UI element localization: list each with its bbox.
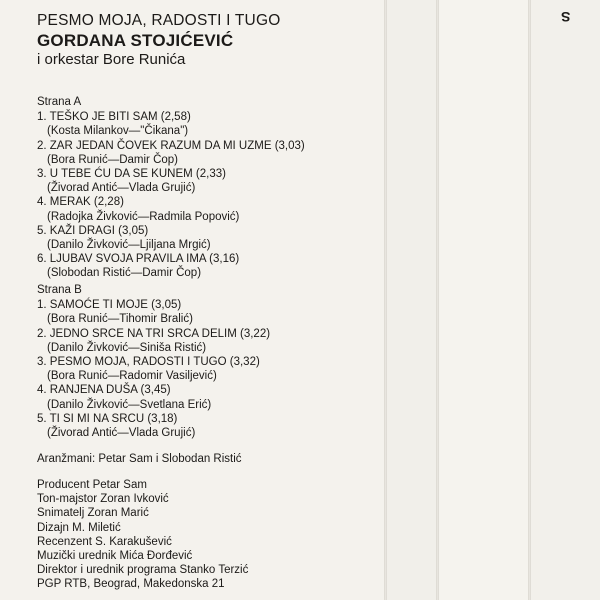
track-credit: (Danilo Živković—Siniša Ristić) bbox=[47, 341, 207, 354]
credit-line: Direktor i urednik programa Stanko Terzić bbox=[37, 564, 249, 577]
track-title: 2. JEDNO SRCE NA TRI SRCA DELIM (3,22) bbox=[37, 327, 271, 340]
side-a-tracklist bbox=[37, 95, 305, 281]
track-credit: (Danilo Živković—Svetlana Erić) bbox=[47, 398, 212, 411]
track-item bbox=[37, 355, 270, 383]
side-b-label: Strana B bbox=[37, 284, 82, 296]
track-item bbox=[37, 110, 305, 138]
track-credit: (Radojka Živković—Radmila Popović) bbox=[47, 210, 240, 223]
track-item bbox=[37, 252, 305, 280]
arrangements-credit: Aranžmani: Petar Sam i Slobodan Ristić bbox=[37, 453, 242, 465]
header bbox=[37, 11, 280, 69]
track-title: 3. U TEBE ĆU DA SE KUNEM (2,33) bbox=[37, 168, 226, 181]
side-b-tracklist bbox=[37, 283, 270, 440]
fold-line-2 bbox=[436, 0, 439, 600]
track-item bbox=[37, 327, 270, 355]
track-title: 4. RANJENA DUŠA (3,45) bbox=[37, 384, 171, 397]
track-title: 6. LJUBAV SVOJA PRAVILA IMA (3,16) bbox=[37, 253, 240, 266]
track-title: 1. SAMOĆE TI MOJE (3,05) bbox=[37, 299, 182, 312]
track-item bbox=[37, 412, 270, 440]
credit-line: Snimatelj Zoran Marić bbox=[37, 507, 149, 520]
artist-name: GORDANA STOJIĆEVIĆ bbox=[37, 31, 234, 50]
track-credit: (Slobodan Ristić—Damir Čop) bbox=[47, 267, 202, 280]
track-title: 2. ZAR JEDAN ČOVEK RAZUM DA MI UZME (3,03) bbox=[37, 139, 305, 152]
credit-line: Dizajn M. Miletić bbox=[37, 521, 121, 534]
track-credit: (Bora Runić—Damir Čop) bbox=[47, 153, 179, 166]
track-credit: (Kosta Milankov—"Čikana") bbox=[47, 125, 189, 138]
track-title: 5. TI SI MI NA SRCU (3,18) bbox=[37, 412, 178, 425]
side-a-label: Strana A bbox=[37, 96, 82, 108]
track-title: 5. KAŽI DRAGI (3,05) bbox=[37, 224, 149, 237]
track-credit: (Bora Runić—Radomir Vasiljević) bbox=[47, 370, 217, 383]
credit-line: PGP RTB, Beograd, Makedonska 21 bbox=[37, 578, 225, 591]
track-credit: (Bora Runić—Tihomir Bralić) bbox=[47, 313, 193, 326]
credit-line: Recenzent S. Karakušević bbox=[37, 535, 172, 548]
credit-line: Ton-majstor Zoran Ivković bbox=[37, 493, 169, 506]
album-title: PESMO MOJA, RADOSTI I TUGO bbox=[37, 12, 281, 29]
fold-line-3 bbox=[528, 0, 531, 600]
fold-line-1 bbox=[384, 0, 387, 600]
track-item bbox=[37, 195, 305, 223]
track-title: 1. TEŠKO JE BITI SAM (2,58) bbox=[37, 111, 191, 124]
orchestra-name: i orkestar Bore Runića bbox=[37, 51, 186, 68]
credit-line: Producent Petar Sam bbox=[37, 479, 147, 491]
track-item bbox=[37, 298, 270, 326]
side-mark: S bbox=[561, 9, 571, 25]
production-credits bbox=[37, 478, 248, 592]
track-credit: (Živorad Antić—Vlada Grujić) bbox=[47, 427, 196, 440]
track-item bbox=[37, 224, 305, 252]
spine-panel-3 bbox=[531, 0, 600, 600]
track-item bbox=[37, 139, 305, 167]
track-credit: (Danilo Živković—Ljiljana Mrgić) bbox=[47, 239, 211, 252]
spine-panel-1 bbox=[387, 0, 436, 600]
track-item bbox=[37, 167, 305, 195]
spine-panel-2 bbox=[439, 0, 528, 600]
track-title: 3. PESMO MOJA, RADOSTI I TUGO (3,32) bbox=[37, 356, 260, 369]
track-item bbox=[37, 383, 270, 411]
credit-line: Muzički urednik Mića Đorđević bbox=[37, 550, 193, 563]
track-credit: (Živorad Antić—Vlada Grujić) bbox=[47, 182, 196, 195]
track-title: 4. MERAK (2,28) bbox=[37, 196, 124, 209]
